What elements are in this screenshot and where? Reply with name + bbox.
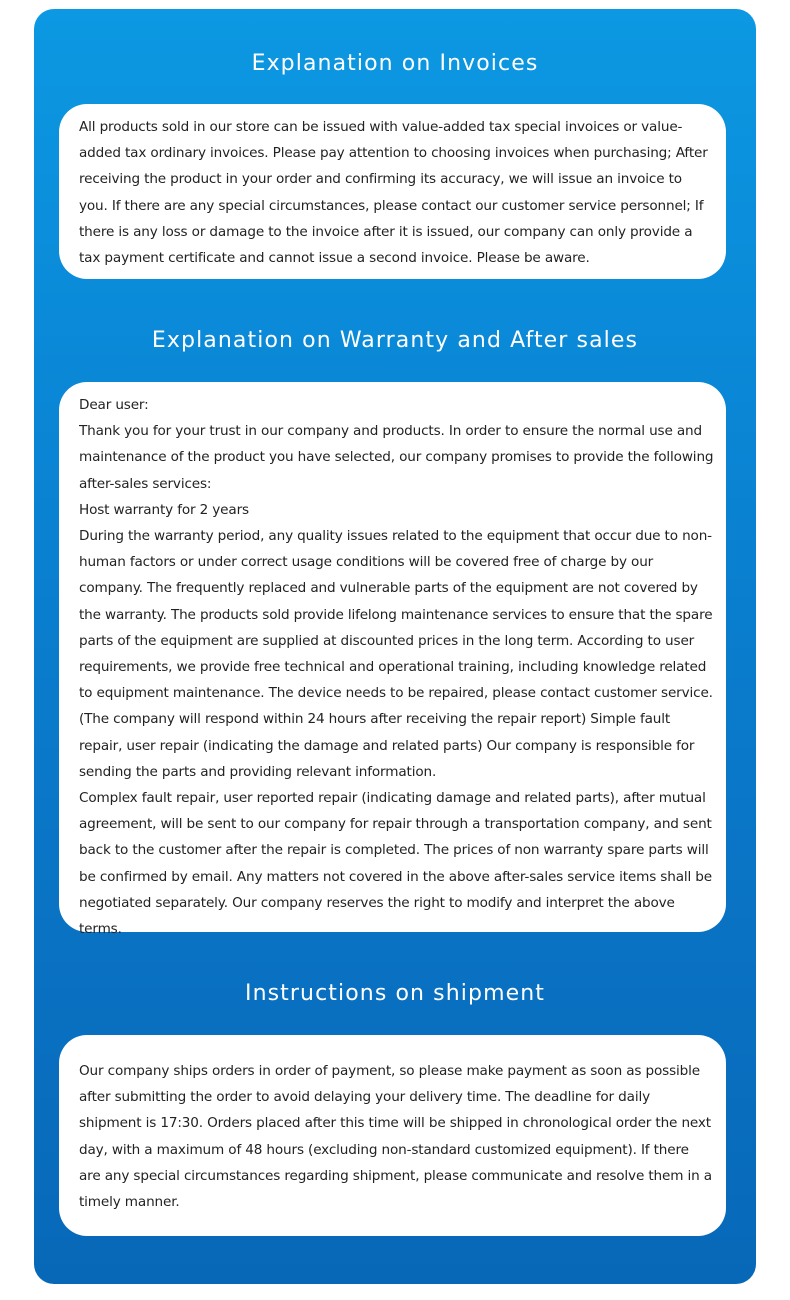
warranty-intro-paragraph: Thank you for your trust in our company and products. In order to ensure the normal use and maintenance of the product you have selected, our company promises to provide the following after-sales services:	[79, 423, 714, 492]
info-panel	[34, 9, 756, 1284]
warranty-complex-repair-paragraph: Complex fault repair, user reported repair (indicating damage and related parts), after mutual agreement, will be sent to our company for repair through a transportation company, and sent back to the customer after the repair is completed. The prices of non warranty spare parts will be confirmed by email. Any matters not covered in the above after-sales service items shall be negotiated separately. Our company reserves the right to modify and interpret the above terms.	[79, 790, 712, 938]
shipment-card	[59, 1035, 726, 1236]
shipment-section-title: Instructions on shipment	[244, 981, 545, 1006]
warranty-coverage-paragraph: During the warranty period, any quality issues related to the equipment that occur due to non-human factors or under correct usage conditions will be covered free of charge by our company. The frequently replaced and vulnerable parts of the equipment are not covered by the warranty. The products sold provide lifelong maintenance services to ensure that the spare parts of the equipment are supplied at discounted prices in the long term. According to user requirements, we provide free technical and operational training, including knowledge related to equipment maintenance. The device needs to be repaired, please contact customer service. (The company will respond within 24 hours after receiving the repair report) Simple fault repair, user repair (indicating the damage and related parts) Our company is responsible for sending the parts and providing relevant information.	[79, 528, 713, 780]
invoices-section-title: Explanation on Invoices	[251, 51, 539, 76]
invoices-card	[59, 104, 726, 279]
shipment-paragraph: Our company ships orders in order of payment, so please make payment as soon as possible after submitting the order to avoid delaying your delivery time. The deadline for daily shipment is 17:30. Orders placed after this time will be shipped in chronological order the next day, with a maximum of 48 hours (excluding non-standard customized equipment). If there are any special circumstances regarding shipment, please communicate and resolve them in a timely manner.	[79, 1063, 712, 1211]
warranty-greeting: Dear user:	[79, 397, 149, 413]
warranty-period: Host warranty for 2 years	[79, 501, 249, 518]
invoices-paragraph: All products sold in our store can be issued with value-added tax special invoices or value-added tax ordinary invoices. Please pay attention to choosing invoices when purchasing; After receiving the product in your order and confirming its accuracy, we will issue an invoice to you. If there are any special circumstances, please contact our customer service personnel; If there is any loss or damage to the invoice after it is issued, our company can only provide a tax payment certificate and cannot issue a second invoice. Please be aware.	[79, 119, 708, 267]
warranty-section-title: Explanation on Warranty and After sales	[151, 328, 639, 353]
warranty-card	[59, 382, 726, 938]
